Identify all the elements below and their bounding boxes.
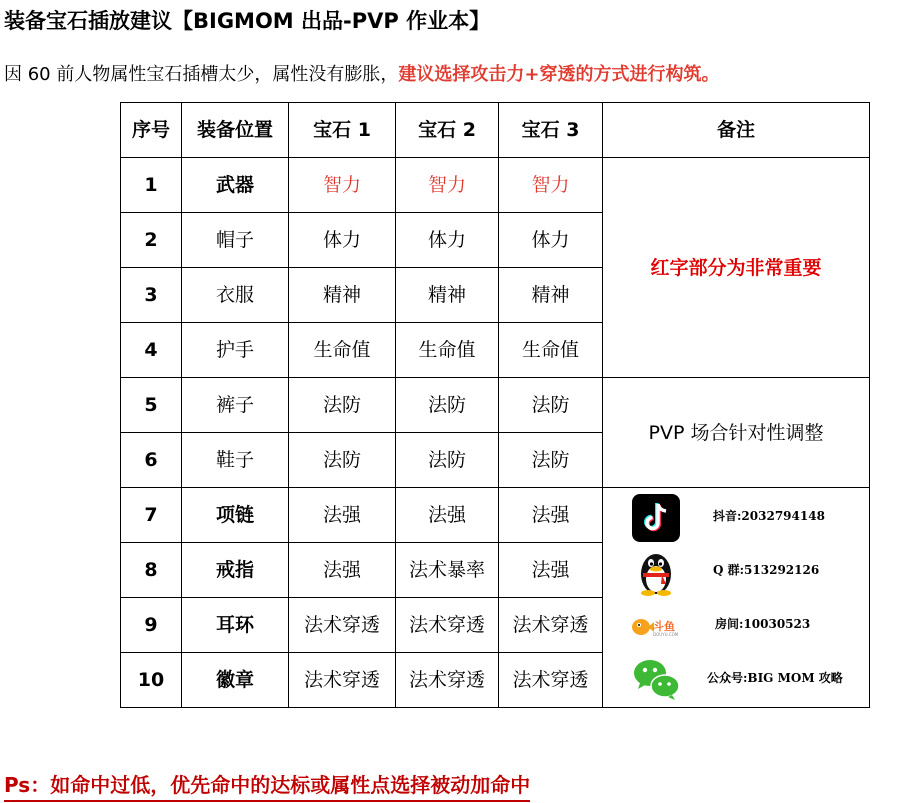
row-gem-2: 法防: [396, 378, 499, 433]
douyu-logo-text: 斗鱼: [653, 619, 675, 633]
row-seq: 5: [121, 378, 182, 433]
row-gem-2: 法防: [396, 433, 499, 488]
social-item-douyin: [603, 490, 869, 544]
row-gem-1: 生命值: [289, 323, 396, 378]
social-item-douyu: [603, 598, 869, 652]
social-contacts-cell: [603, 488, 870, 708]
row-seq: 7: [121, 488, 182, 543]
row-gem-1: 精神: [289, 268, 396, 323]
intro-paragraph: [4, 60, 719, 90]
douyu-fish-icon: [629, 602, 683, 650]
table-row: [121, 488, 870, 543]
social-item-qq: [603, 544, 869, 598]
douyu-room-label: 房间:10030523: [715, 616, 811, 631]
row-seq: 1: [121, 158, 182, 213]
social-list: [603, 490, 869, 706]
row-gem-3: 智力: [499, 158, 603, 213]
row-gem-2: 智力: [396, 158, 499, 213]
header-gem-2: 宝石 2: [396, 103, 499, 158]
social-item-wechat: [603, 652, 869, 706]
note-pvp-cell: [603, 378, 870, 488]
row-gem-2: 法术穿透: [396, 598, 499, 653]
row-slot: 衣服: [182, 268, 289, 323]
row-slot: 裤子: [182, 378, 289, 433]
row-gem-3: 法防: [499, 433, 603, 488]
row-gem-2: 法术穿透: [396, 653, 499, 708]
row-gem-3: 法防: [499, 378, 603, 433]
intro-plain-text: 因 60 前人物属性宝石插槽太少，属性没有膨胀，: [4, 64, 399, 85]
row-gem-1: 智力: [289, 158, 396, 213]
row-slot: 鞋子: [182, 433, 289, 488]
row-slot: 项链: [182, 488, 289, 543]
row-gem-1: 法强: [289, 488, 396, 543]
row-gem-3: 法强: [499, 488, 603, 543]
row-gem-3: 法术穿透: [499, 653, 603, 708]
row-gem-2: 法强: [396, 488, 499, 543]
header-notes: 备注: [603, 103, 870, 158]
intro-emphasis-text: 建议选择攻击力+穿透的方式进行构筑。: [398, 64, 720, 85]
douyin-label: 抖音:2032794148: [713, 508, 825, 523]
row-gem-1: 法防: [289, 433, 396, 488]
row-gem-2: 精神: [396, 268, 499, 323]
row-seq: 2: [121, 213, 182, 268]
wechat-icon: [629, 656, 683, 704]
header-slot: 装备位置: [182, 103, 289, 158]
row-gem-2: 体力: [396, 213, 499, 268]
row-gem-2: 法术暴率: [396, 543, 499, 598]
note-important-text: 红字部分为非常重要: [650, 256, 822, 279]
note-important-cell: [603, 158, 870, 378]
row-slot: 戒指: [182, 543, 289, 598]
row-slot: 耳环: [182, 598, 289, 653]
row-seq: 8: [121, 543, 182, 598]
table-header-row: [121, 103, 870, 158]
header-seq: 序号: [121, 103, 182, 158]
note-pvp-text: PVP 场合针对性调整: [648, 421, 824, 444]
tiktok-icon: [629, 494, 683, 542]
row-seq: 6: [121, 433, 182, 488]
page-title: 装备宝石插放建议【BIGMOM 出品-PVP 作业本】: [4, 9, 491, 33]
row-gem-3: 法强: [499, 543, 603, 598]
table-row: [121, 378, 870, 433]
row-gem-1: 体力: [289, 213, 396, 268]
row-gem-3: 生命值: [499, 323, 603, 378]
qq-penguin-icon: [629, 548, 683, 596]
row-gem-1: 法强: [289, 543, 396, 598]
row-seq: 4: [121, 323, 182, 378]
row-gem-3: 精神: [499, 268, 603, 323]
row-slot: 护手: [182, 323, 289, 378]
row-gem-1: 法防: [289, 378, 396, 433]
row-gem-1: 法术穿透: [289, 653, 396, 708]
row-gem-1: 法术穿透: [289, 598, 396, 653]
row-gem-2: 生命值: [396, 323, 499, 378]
ps-note: Ps：如命中过低，优先命中的达标或属性点选择被动加命中: [4, 770, 530, 802]
wechat-account-label: 公众号:BIG MOM 攻略: [707, 670, 843, 685]
qq-group-label: Q 群:513292126: [713, 562, 820, 577]
row-slot: 徽章: [182, 653, 289, 708]
header-gem-1: 宝石 1: [289, 103, 396, 158]
row-seq: 3: [121, 268, 182, 323]
row-slot: 武器: [182, 158, 289, 213]
row-gem-3: 体力: [499, 213, 603, 268]
row-seq: 9: [121, 598, 182, 653]
table-row: [121, 158, 870, 213]
row-slot: 帽子: [182, 213, 289, 268]
douyu-logo-subtext: DOUYU.COM: [653, 631, 679, 637]
gem-table: [120, 102, 870, 708]
row-gem-3: 法术穿透: [499, 598, 603, 653]
row-seq: 10: [121, 653, 182, 708]
header-gem-3: 宝石 3: [499, 103, 603, 158]
